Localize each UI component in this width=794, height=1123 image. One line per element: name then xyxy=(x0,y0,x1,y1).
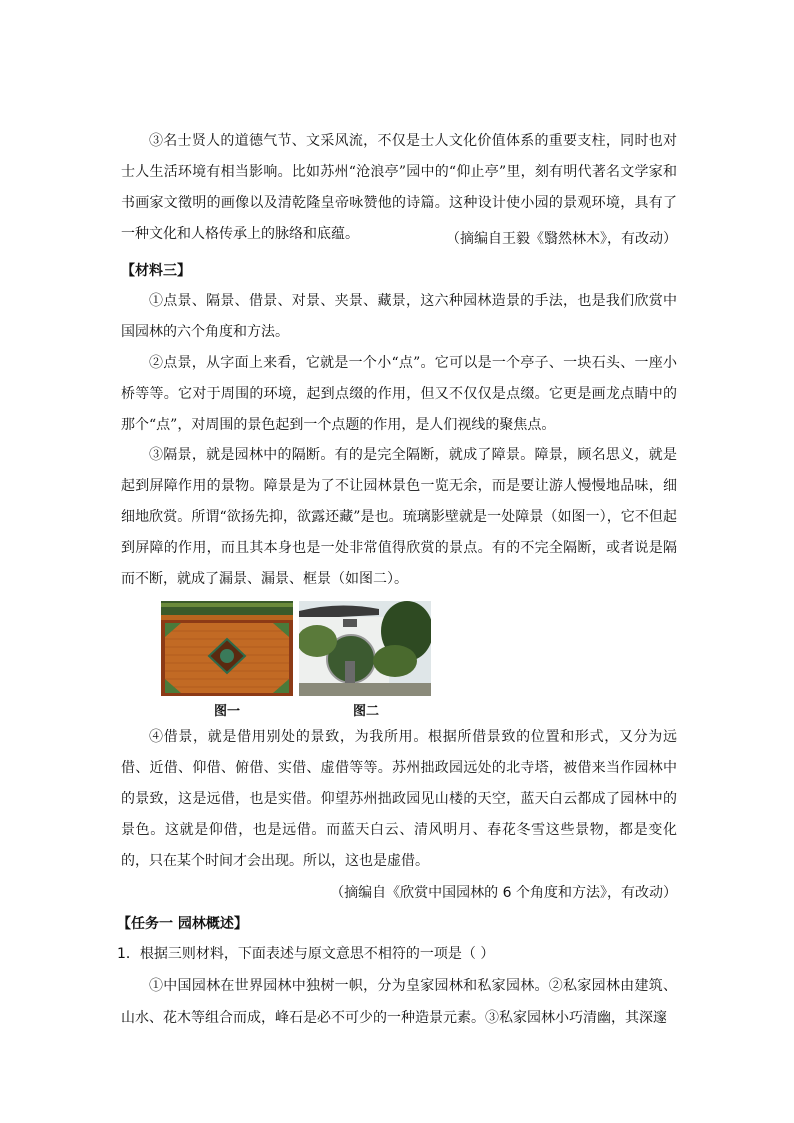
material3-paragraph-3: ③隔景，就是园林中的隔断。有的是完全隔断，就成了障景。障景，顾名思义，就是起到屏障作用的景物。障景是为了不让园林景色一览无余，而是要让游人慢慢地品味，细细地欣赏。所谓“欲扬先抑，欲露还藏”是也。琉璃影壁就是一处障景（如图一），它不但起到屏障的作用，而且其本身也是一处非常值得欣赏的景点。有的不完全隔断，或者说是隔而不断，就成了漏景、漏景、框景（如图二）。 xyxy=(121,447,677,587)
material3-paragraph-4: ④借景，就是借用别处的景致，为我所用。根据所借景致的位置和形式，又分为远借、近借、仰借、俯借、实借、虚借等等。苏州拙政园远处的北寺塔，被借来当作园林中的景致，这是远借，也是实借。仰望苏州拙政园见山楼的天空，蓝天白云都成了园林中的景色。这就是仰借，也是远借。而蓝天白云、清风明月、春花冬雪这些景物，都是变化的，只在某个时间才会出现。所以，这也是虚借。 xyxy=(121,729,677,869)
question-1: 1．根据三则材料，下面表述与原文意思不相符的一项是（ ） xyxy=(117,946,495,962)
material3-paragraph-2: ②点景，从字面上来看，它就是一个小“点”。它可以是一个亭子、一块石头、一座小桥等等。它对于周围的环境，起到点缀的作用，但又不仅仅是点缀。它更是画龙点睛中的那个“点”，对周围的景色起到一个点题的作用，是人们视线的聚焦点。 xyxy=(121,355,677,433)
material3-paragraph-1: ①点景、隔景、借景、对景、夹景、藏景，这六种园林造景的手法，也是我们欣赏中国园林的六个角度和方法。 xyxy=(121,293,677,340)
source-citation-2: （摘编自《欣赏中国园林的 6 个角度和方法》，有改动） xyxy=(330,885,677,901)
task1-heading: 【任务一 园林概述】 xyxy=(117,916,248,932)
figure-2-image xyxy=(299,601,431,696)
moon-gate-image xyxy=(299,601,431,696)
material3-heading: 【材料三】 xyxy=(121,263,191,279)
figure-1-image xyxy=(161,601,293,696)
question-1-options: ①中国园林在世界园林中独树一帜，分为皇家园林和私家园林。②私家园林由建筑、山水、花木等组合而成，峰石是必不可少的一种造景元素。③私家园林小巧清幽，其深邃 xyxy=(121,978,677,1026)
glazed-screen-wall-image xyxy=(161,601,293,696)
figure-1-caption: 图一 xyxy=(214,704,241,719)
source-citation-1: （摘编自王毅《翳然林木》，有改动） xyxy=(446,231,677,247)
material2-paragraph-3: ③名士贤人的道德气节、文采风流，不仅是士人文化价值体系的重要支柱，同时也对士人生活环境有相当影响。比如苏州“沧浪亭”园中的“仰止亭”里，刻有明代著名文学家和书画家文徵明的画像以及清乾隆皇帝咏赞他的诗篇。这种设计使小园的景观环境，具有了一种文化和人格传承上的脉络和底蕴。 xyxy=(121,133,677,242)
figure-2-caption: 图二 xyxy=(353,704,380,719)
